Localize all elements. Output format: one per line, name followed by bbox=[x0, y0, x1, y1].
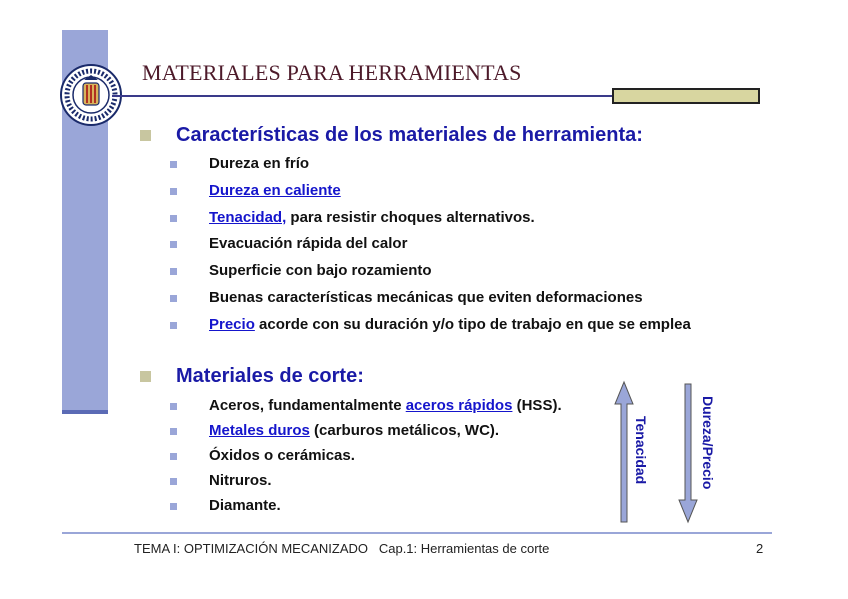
up-arrow-icon bbox=[613, 380, 635, 524]
list-item-text: Diamante. bbox=[209, 497, 281, 514]
list-item-link[interactable]: Dureza en caliente bbox=[209, 181, 341, 199]
list-item bbox=[209, 447, 355, 464]
list-item bbox=[209, 235, 407, 252]
footer-rule bbox=[62, 532, 772, 534]
section-heading-cutting-materials: Materiales de corte: bbox=[176, 365, 364, 387]
list-bullet bbox=[170, 215, 177, 222]
list-bullet bbox=[170, 161, 177, 168]
title-accent-bar bbox=[612, 88, 760, 104]
list-bullet bbox=[170, 503, 177, 510]
list-bullet bbox=[170, 403, 177, 410]
arrow-label-toughness: Tenacidad bbox=[633, 416, 649, 485]
list-item bbox=[209, 472, 272, 489]
list-item bbox=[209, 289, 643, 306]
list-item-text: Nitruros. bbox=[209, 472, 272, 489]
footer-text: TEMA I: OPTIMIZACIÓN MECANIZADO Cap.1: Herramientas de corte bbox=[134, 541, 550, 556]
section-bullet bbox=[140, 130, 151, 141]
list-item bbox=[209, 422, 499, 439]
page-number: 2 bbox=[756, 541, 764, 556]
list-bullet bbox=[170, 453, 177, 460]
list-item-text: Dureza en frío bbox=[209, 155, 310, 172]
list-item-text: (carburos metálicos, WC). bbox=[309, 422, 500, 439]
list-item-text: Óxidos o cerámicas. bbox=[209, 447, 355, 464]
list-item-text: Buenas características mecánicas que eviten deformaciones bbox=[209, 289, 643, 306]
list-item bbox=[209, 497, 281, 514]
list-item-text: Aceros, fundamentalmente bbox=[209, 397, 406, 414]
list-item-text: para resistir choques alternativos. bbox=[286, 208, 535, 226]
list-bullet bbox=[170, 478, 177, 485]
list-item-link[interactable]: Precio bbox=[209, 315, 255, 333]
arrow-label-hardness-price: Dureza/Precio bbox=[700, 396, 716, 490]
list-bullet bbox=[170, 188, 177, 195]
sidebar-band-base bbox=[62, 410, 108, 414]
list-bullet bbox=[170, 268, 177, 275]
list-bullet bbox=[170, 241, 177, 248]
list-bullet bbox=[170, 295, 177, 302]
list-bullet bbox=[170, 322, 177, 329]
list-item bbox=[209, 262, 432, 279]
list-item-text: Superficie con bajo rozamiento bbox=[209, 262, 432, 280]
list-item bbox=[209, 316, 691, 333]
list-item-text: acorde con su duración y/o tipo de trabajo en que se emplea bbox=[254, 315, 691, 333]
section-heading-characteristics: Características de los materiales de herramienta: bbox=[176, 124, 643, 146]
list-item-text: (HSS). bbox=[512, 397, 562, 414]
list-item-text: Evacuación rápida del calor bbox=[209, 235, 408, 253]
slide-title: MATERIALES PARA HERRAMIENTAS bbox=[142, 60, 522, 85]
list-item bbox=[209, 182, 341, 199]
list-item bbox=[209, 155, 309, 172]
list-item-link[interactable]: Tenacidad, bbox=[209, 208, 287, 226]
list-item-link[interactable]: aceros rápidos bbox=[405, 397, 513, 414]
down-arrow-icon bbox=[677, 382, 699, 524]
list-item bbox=[209, 209, 535, 226]
list-bullet bbox=[170, 428, 177, 435]
list-item bbox=[209, 397, 562, 414]
section-bullet bbox=[140, 371, 151, 382]
list-item-link[interactable]: Metales duros bbox=[209, 422, 310, 439]
title-underline bbox=[112, 95, 612, 97]
